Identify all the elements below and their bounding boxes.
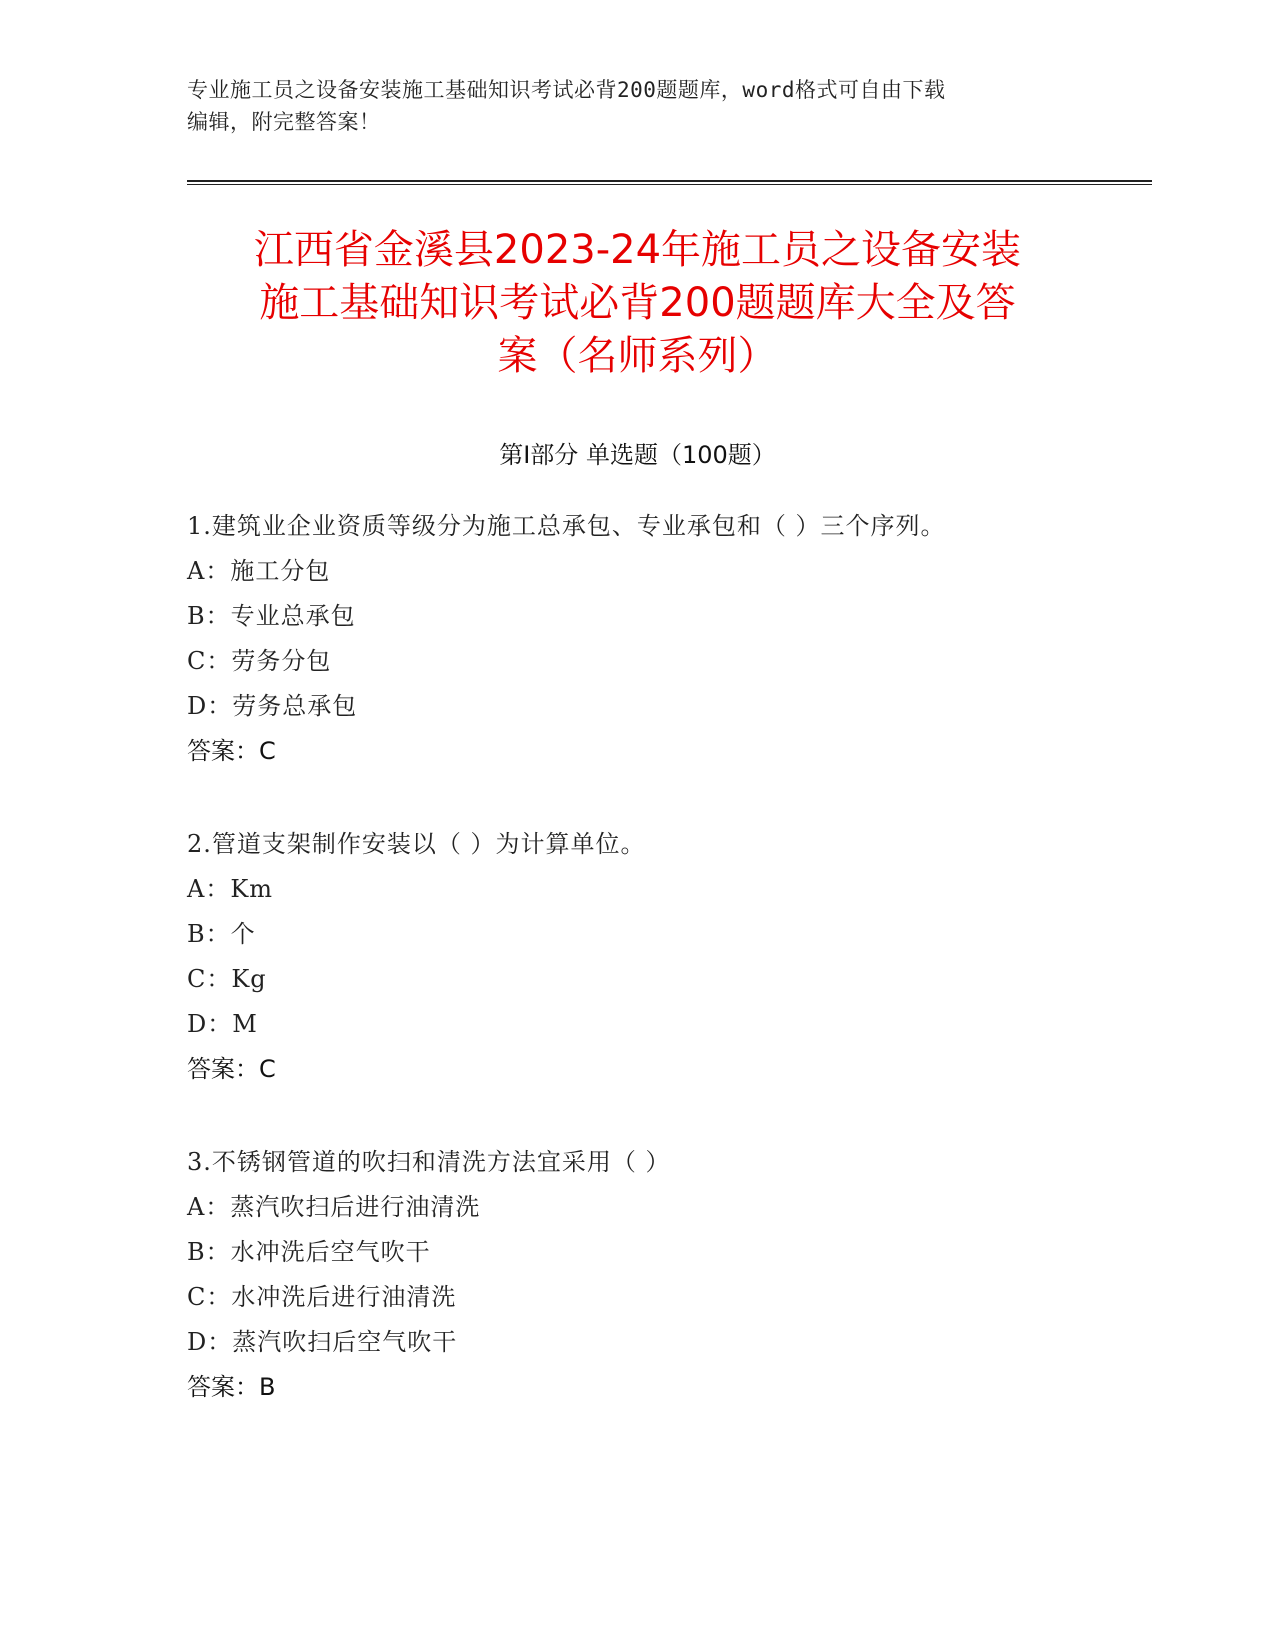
question-3	[187, 1140, 1117, 1410]
document-title	[170, 224, 1105, 383]
answer: 答案：C	[187, 1055, 276, 1083]
question-stem: 3.不锈钢管道的吹扫和清洗方法宜采用（ ）	[187, 1148, 671, 1176]
question-2	[187, 822, 1117, 1092]
option-a: A：蒸汽吹扫后进行油清洗	[187, 1193, 481, 1221]
section-heading: 第Ⅰ部分 单选题（100题）	[499, 441, 776, 469]
option-c: C：水冲洗后进行油清洗	[187, 1283, 457, 1311]
question-stem: 2.管道支架制作安装以（ ）为计算单位。	[187, 830, 646, 858]
option-d: D：M	[187, 1010, 258, 1038]
option-a: A：施工分包	[187, 557, 331, 585]
question-1	[187, 504, 1117, 774]
question-stem: 1.建筑业企业资质等级分为施工总承包、专业承包和（ ）三个序列。	[187, 512, 946, 540]
option-b: B：专业总承包	[187, 602, 356, 630]
option-d: D：劳务总承包	[187, 692, 358, 720]
answer: 答案：C	[187, 737, 276, 765]
header-divider	[187, 180, 1152, 185]
header-note	[187, 74, 1087, 138]
option-d: D：蒸汽吹扫后空气吹干	[187, 1328, 458, 1356]
answer: 答案：B	[187, 1373, 276, 1401]
header-note-line-1: 专业施工员之设备安装施工基础知识考试必背200题题库，word格式可自由下载	[187, 78, 946, 102]
title-line-1: 江西省金溪县2023-24年施工员之设备安装	[253, 227, 1022, 273]
option-c: C：劳务分包	[187, 647, 332, 675]
header-note-line-2: 编辑，附完整答案！	[187, 110, 381, 134]
option-c: C：Kg	[187, 965, 267, 993]
option-b: B：个	[187, 920, 256, 948]
option-b: B：水冲洗后空气吹干	[187, 1238, 431, 1266]
title-line-3: 案（名师系列）	[497, 333, 778, 379]
option-a: A：Km	[187, 875, 274, 903]
title-line-2: 施工基础知识考试必背200题题库大全及答	[259, 280, 1016, 326]
